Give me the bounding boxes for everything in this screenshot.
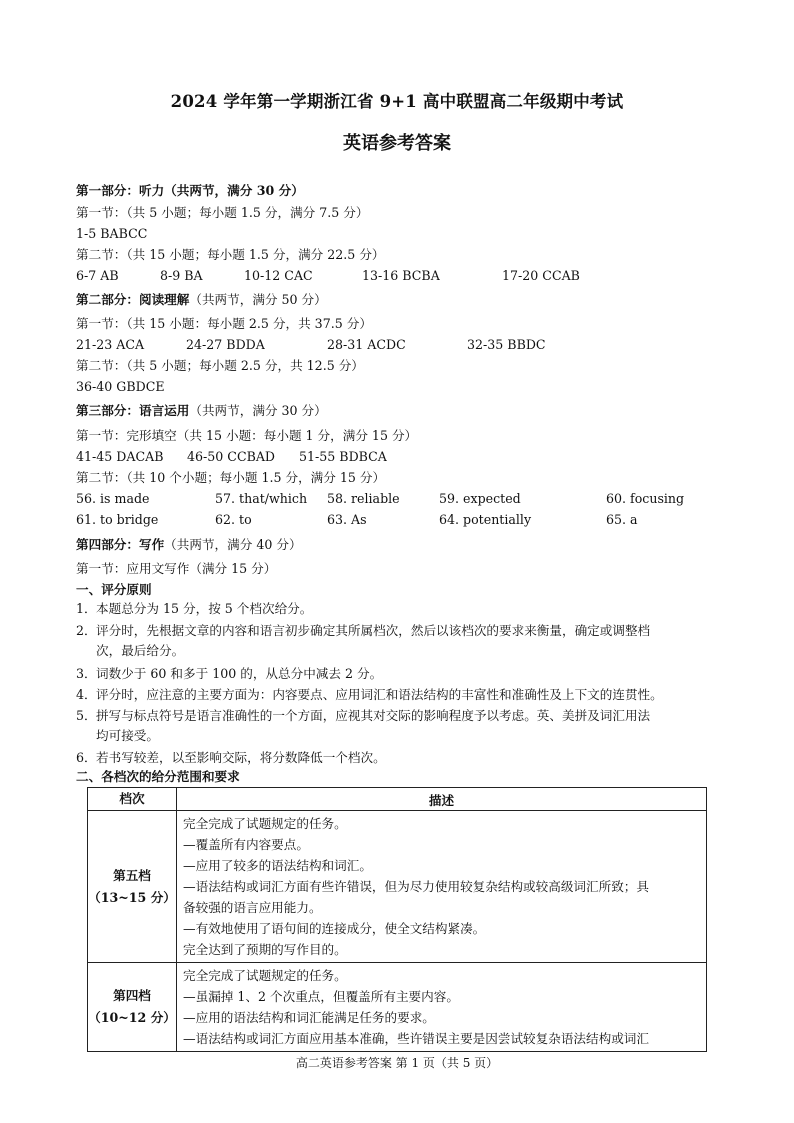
fill-answer: 63. As — [327, 512, 367, 527]
principle-text: 评分时，应注意的主要方面为：内容要点、应用词汇和语法结构的丰富性和准确性及上下文的连贯性。 — [96, 687, 663, 702]
principle-text: 词数少于 60 和多于 100 的，从总分中减去 2 分。 — [96, 666, 383, 681]
table-row — [88, 963, 707, 1052]
part4-heading — [76, 537, 302, 553]
principle-number: 3． — [76, 666, 97, 681]
principle-continuation: 均可接受。 — [96, 728, 159, 743]
level-name: 第四档 — [113, 988, 151, 1003]
part2-section2-label: 第二节：（共 5 小题；每小题 2.5 分，共 12.5 分） — [76, 358, 364, 373]
answer-group: 46-50 CCBAD — [187, 449, 276, 464]
answer-group: 6-7 AB — [76, 268, 119, 283]
part3-heading — [76, 403, 327, 419]
answer-group: 41-45 DACAB — [76, 449, 164, 464]
principle-text: 本题总分为 15 分，按 5 个档次给分。 — [96, 601, 313, 616]
part3-section1-label: 第一节：完形填空（共 15 小题：每小题 1 分，满分 15 分） — [76, 428, 418, 443]
column-header-level: 档次 — [88, 788, 177, 811]
answer-group: 51-55 BDBCA — [299, 449, 387, 464]
part3-heading-title: 第三部分：语言运用 — [76, 403, 190, 418]
principle-text: 若书写较差，以至影响交际，将分数降低一个档次。 — [96, 750, 386, 765]
level-range: （10~12 分） — [88, 1010, 176, 1025]
principles-heading: 一、评分原则 — [76, 582, 152, 597]
principle-item — [76, 747, 386, 769]
part1-section2-label: 第二节：（共 15 小题；每小题 1.5 分，满分 22.5 分） — [76, 247, 385, 262]
level-range: （13~15 分） — [88, 889, 176, 905]
answer-group: 10-12 CAC — [244, 268, 313, 283]
description-line: 备较强的语言应用能力。 — [183, 900, 322, 915]
part2-section2-answers: 36-40 GBDCE — [76, 379, 165, 394]
fill-answer: 57. that/which — [215, 491, 308, 506]
fill-answer: 65. a — [606, 512, 638, 527]
level-cell — [88, 963, 177, 1052]
description-line: —语法结构或词汇方面有些许错误，但为尽力使用较复杂结构或较高级词汇所致；具 — [183, 879, 649, 894]
fill-answer: 58. reliable — [327, 491, 400, 506]
principle-text: 评分时，先根据文章的内容和语言初步确定其所属档次，然后以该档次的要求来衡量，确定或调整档 — [96, 623, 651, 638]
answer-group: 32-35 BBDC — [467, 337, 546, 352]
level-cell — [88, 811, 177, 963]
part4-heading-note: （共两节，满分 40 分） — [164, 537, 302, 552]
answer-group: 8-9 BA — [160, 268, 203, 283]
fill-answer: 56. is made — [76, 491, 150, 506]
part2-heading-title: 第二部分：阅读理解 — [76, 292, 190, 307]
fill-answer: 62. to — [215, 512, 252, 527]
levels-heading: 二、各档次的给分范围和要求 — [76, 769, 240, 784]
answer-key-subtitle: 英语参考答案 — [343, 133, 451, 154]
part2-heading — [76, 292, 327, 308]
part4-section1-label: 第一节：应用文写作（满分 15 分） — [76, 561, 277, 576]
part3-heading-note: （共两节，满分 30 分） — [189, 403, 327, 418]
principle-item — [76, 663, 382, 685]
principle-number: 1． — [76, 601, 97, 616]
description-line: —有效地使用了语句间的连接成分，使全文结构紧凑。 — [183, 921, 486, 936]
answer-group: 13-16 BCBA — [362, 268, 440, 283]
description-line: —应用了较多的语法结构和词汇。 — [183, 858, 372, 873]
part4-heading-title: 第四部分：写作 — [76, 537, 165, 552]
level-name: 第五档 — [113, 867, 151, 883]
page-footer: 高二英语参考答案 第 1 页（共 5 页） — [295, 1056, 499, 1070]
part1-heading: 第一部分：听力（共两节，满分 30 分） — [76, 183, 304, 198]
principle-number: 4． — [76, 687, 97, 702]
answer-group: 17-20 CCAB — [502, 268, 580, 283]
description-line: 完全完成了试题规定的任务。 — [183, 968, 347, 983]
part3-section2-label: 第二节：（共 10 个小题；每小题 1.5 分，满分 15 分） — [76, 470, 386, 485]
fill-answer: 61. to bridge — [76, 512, 159, 527]
part2-heading-note: （共两节，满分 50 分） — [189, 292, 327, 307]
principle-number: 2． — [76, 623, 97, 638]
part1-section1-label: 第一节：（共 5 小题；每小题 1.5 分，满分 7.5 分） — [76, 205, 369, 220]
answer-group: 28-31 ACDC — [327, 337, 406, 352]
description-line: —语法结构或词汇方面应用基本准确，些许错误主要是因尝试较复杂语法结构或词汇 — [183, 1031, 649, 1046]
principle-number: 5． — [76, 708, 97, 723]
answer-group: 24-27 BDDA — [186, 337, 265, 352]
grading-table — [87, 787, 707, 1052]
part1-section1-answers: 1-5 BABCC — [76, 226, 148, 241]
principle-number: 6． — [76, 750, 97, 765]
table-header-row — [88, 788, 707, 811]
answer-group: 21-23 ACA — [76, 337, 145, 352]
description-cell — [177, 963, 707, 1052]
principle-item — [76, 620, 650, 642]
exam-title: 2024 学年第一学期浙江省 9+1 高中联盟高二年级期中考试 — [170, 92, 624, 111]
fill-answer: 64. potentially — [439, 512, 532, 527]
principle-item — [76, 598, 312, 620]
column-header-description: 描述 — [177, 788, 707, 811]
principle-text: 拼写与标点符号是语言准确性的一个方面，应视其对交际的影响程度予以考虑。英、美拼及词汇用法 — [96, 708, 651, 723]
table-row — [88, 811, 707, 963]
fill-answer: 59. expected — [439, 491, 521, 506]
description-line: 完全达到了预期的写作目的。 — [183, 942, 347, 957]
description-line: —覆盖所有内容要点。 — [183, 837, 309, 852]
description-line: —虽漏掉 1、2 个次重点，但覆盖所有主要内容。 — [183, 989, 459, 1004]
description-line: —应用的语法结构和词汇能满足任务的要求。 — [183, 1010, 435, 1025]
principle-item — [76, 705, 650, 727]
fill-answer: 60. focusing — [606, 491, 685, 506]
principle-item — [76, 684, 663, 706]
description-line: 完全完成了试题规定的任务。 — [183, 816, 347, 831]
description-cell — [177, 811, 707, 963]
principle-continuation: 次，最后给分。 — [96, 643, 185, 658]
part2-section1-label: 第一节：（共 15 小题：每小题 2.5 分，共 37.5 分） — [76, 316, 372, 331]
